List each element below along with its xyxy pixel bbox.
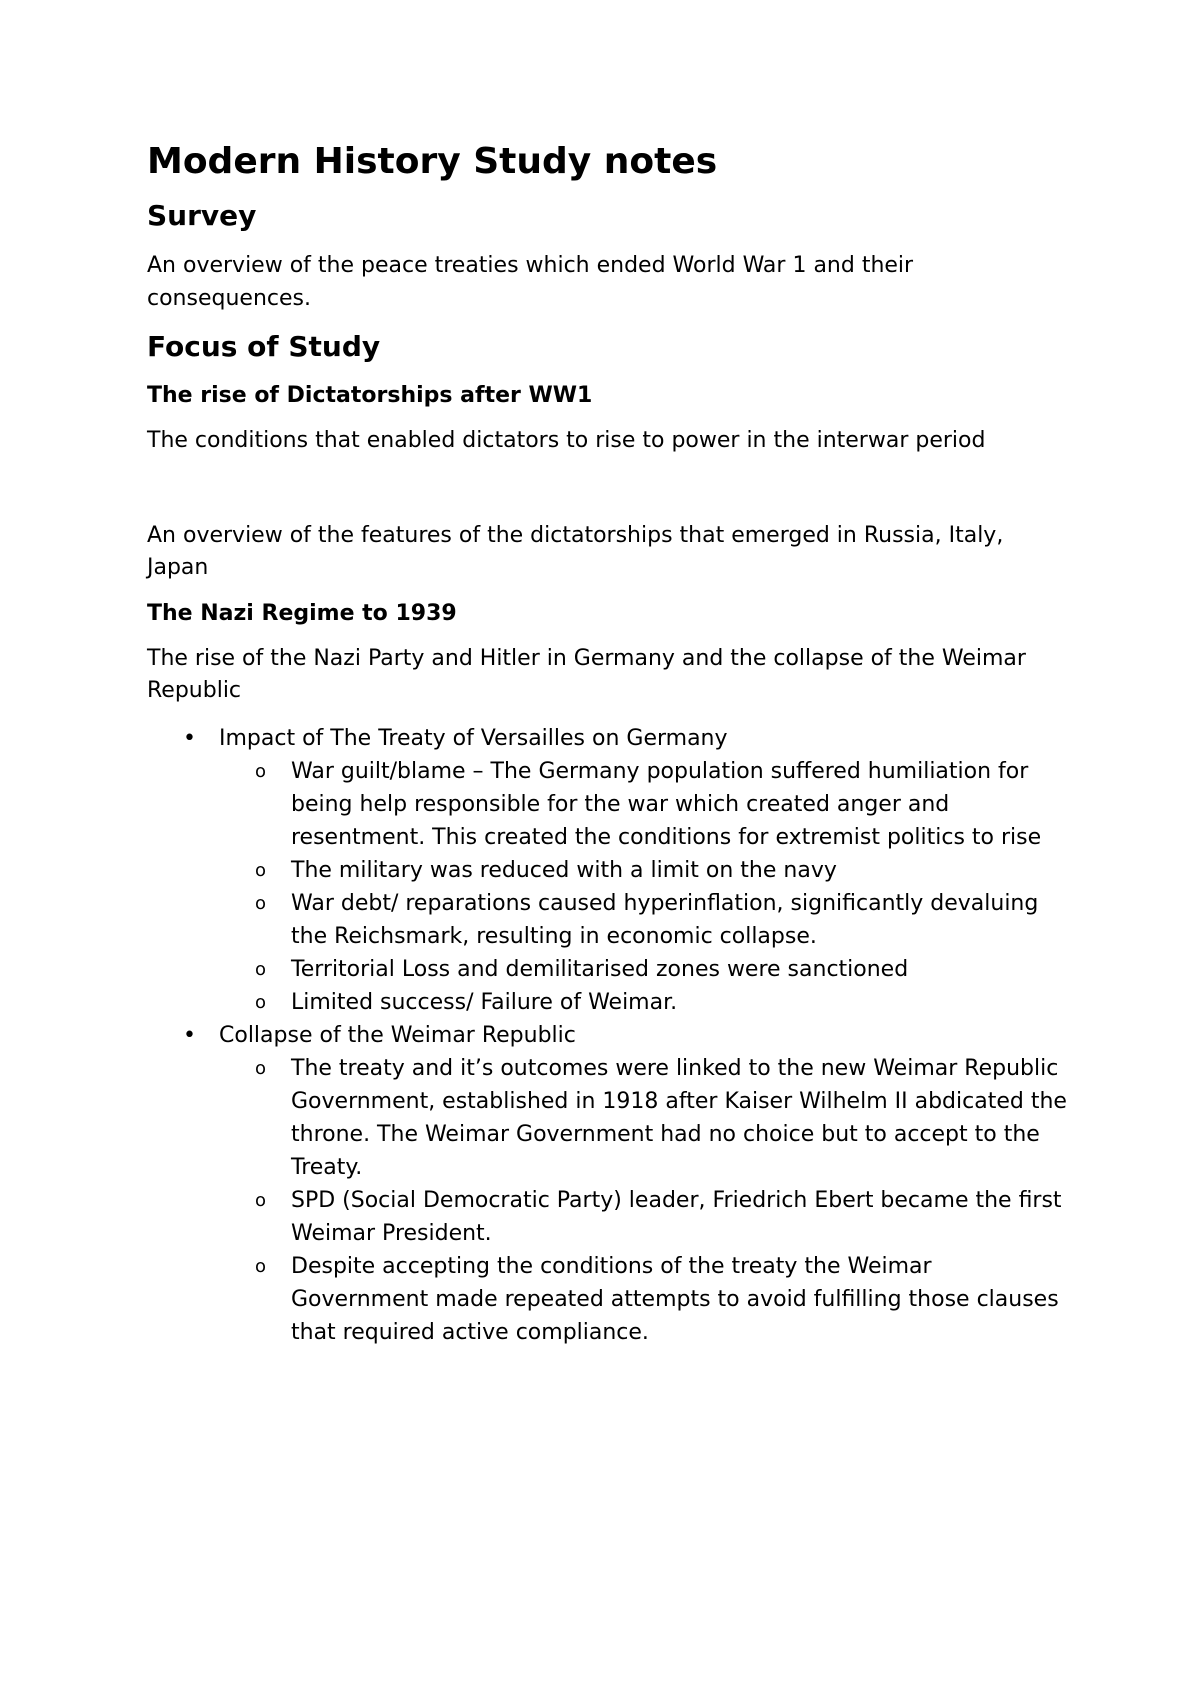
sub-bullet-icon: o <box>255 991 267 1013</box>
sub-list-item <box>219 953 1067 986</box>
dictatorships-text-2: An overview of the features of the dictatorships that emerged in Russia, Italy, Japan <box>147 522 1004 580</box>
bullet-icon: • <box>183 725 196 751</box>
survey-heading: Survey <box>147 199 257 232</box>
sub-list-item-text: SPD (Social Democratic Party) leader, Friedrich Ebert became the first Weimar President. <box>291 1187 1062 1246</box>
sub-list-item-text: War guilt/blame – The Germany population suffered humiliation for being help responsible for the war which created anger and resentment. This created the conditions for extremist politics to rise <box>291 758 1042 850</box>
list-item <box>147 1019 1067 1349</box>
sub-list-item <box>219 1052 1067 1184</box>
sub-bullet-icon: o <box>255 1255 267 1277</box>
nazi-text: The rise of the Nazi Party and Hitler in Germany and the collapse of the Weimar Republic <box>147 645 1026 703</box>
sub-bullet-list <box>219 755 1067 1019</box>
sub-bullet-icon: o <box>255 958 267 980</box>
dictatorships-heading: The rise of Dictatorships after WW1 <box>147 383 593 408</box>
document-title: Modern History Study notes <box>147 141 718 182</box>
sub-list-item <box>219 854 1067 887</box>
nazi-heading: The Nazi Regime to 1939 <box>147 600 457 626</box>
sub-list-item-text: Territorial Loss and demilitarised zones were sanctioned <box>291 956 909 982</box>
dictatorships-text-1: The conditions that enabled dictators to rise to power in the interwar period <box>147 428 986 453</box>
document-page <box>147 140 1067 1349</box>
sub-list-item-text: The military was reduced with a limit on the navy <box>291 857 837 883</box>
sub-list-item <box>219 986 1067 1019</box>
sub-bullet-list <box>219 1052 1067 1349</box>
list-item-label: Impact of The Treaty of Versailles on Germany <box>219 725 728 751</box>
sub-list-item <box>219 1184 1067 1250</box>
sub-list-item-text: Despite accepting the conditions of the treaty the Weimar Government made repeated attempts to avoid fulfilling those clauses that required active compliance. <box>291 1253 1059 1345</box>
sub-bullet-icon: o <box>255 1189 267 1211</box>
list-item <box>147 722 1067 1019</box>
sub-bullet-icon: o <box>255 892 267 914</box>
main-bullet-list <box>147 722 1067 1349</box>
sub-bullet-icon: o <box>255 859 267 881</box>
survey-text: An overview of the peace treaties which ended World War 1 and their consequences. <box>147 253 914 311</box>
sub-list-item-text: The treaty and it’s outcomes were linked to the new Weimar Republic Government, established in 1918 after Kaiser Wilhelm II abdicated the throne. The Weimar Government had no choice but to accept to the Treaty. <box>291 1055 1067 1180</box>
sub-list-item-text: War debt/ reparations caused hyperinflation, significantly devaluing the Reichsmark, resulting in economic collapse. <box>291 890 1039 949</box>
sub-list-item <box>219 887 1067 953</box>
paragraph-gap <box>147 472 1067 520</box>
bullet-icon: • <box>183 1022 196 1048</box>
sub-list-item <box>219 1250 1067 1349</box>
sub-bullet-icon: o <box>255 760 267 782</box>
sub-bullet-icon: o <box>255 1057 267 1079</box>
sub-list-item-text: Limited success/ Failure of Weimar. <box>291 989 678 1015</box>
list-item-label: Collapse of the Weimar Republic <box>219 1022 576 1048</box>
sub-list-item <box>219 755 1067 854</box>
focus-heading: Focus of Study <box>147 330 381 363</box>
